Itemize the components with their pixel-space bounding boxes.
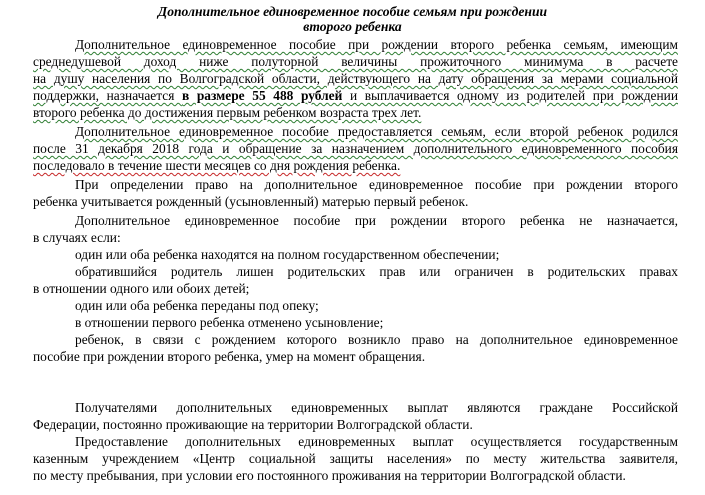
case-item-2-line-2: в отношении одного или обоих детей;	[33, 281, 250, 296]
case-item-4: в отношении первого ребенка отменено усыновление;	[75, 315, 384, 330]
document-title	[0, 4, 705, 34]
title-line-2: второго ребенка	[303, 19, 402, 34]
para2-line-1: Дополнительное единовременное пособие предоставляется семьям, если второй ребенок родился	[75, 124, 678, 139]
para6-line-3: по месту пребывания, при условии его постоянного проживания на территории Волгоградской области.	[33, 468, 626, 483]
para4-line-2: в случаях если:	[33, 230, 121, 245]
para5-line-1: Получателями дополнительных единовременных выплат являются граждане Российской	[75, 400, 678, 415]
para1-line-2: среднедушевой доход ниже полуторной величины прожиточного минимума в расчете	[33, 54, 678, 69]
para1-line-1: Дополнительное единовременное пособие при рождении второго ребенка семьям, имеющим	[75, 37, 678, 52]
para3-line-1: При определении право на дополнительное единовременное пособие при рождении второго	[75, 177, 678, 192]
para3-line-2: ребенка учитывается рожденный (усыновленный) матерью первый ребенок.	[33, 194, 469, 209]
para4-line-1: Дополнительное единовременное пособие при рождении второго ребенка не назначается,	[75, 213, 678, 228]
para1-line-4-end: и выплачивается одному из родителей при рождении	[342, 88, 678, 103]
para6-line-2: казенным учреждением «Центр социальной защиты населения» по месту жительства заявителя,	[33, 451, 678, 466]
para1-line-3: на душу населения по Волгоградской области, действующего на дату обращения за мерами социальной	[33, 71, 678, 86]
benefit-amount: в размере 55 488 рублей	[181, 88, 343, 103]
para1-line-4	[33, 87, 678, 104]
para1-line-4-start: поддержки, назначается	[33, 88, 182, 103]
para2-line-3: последовало в течение шести месяцев со дня рождения ребенка.	[33, 158, 401, 173]
para6-line-1: Предоставление дополнительных единовременных выплат осуществляется государственным	[75, 434, 678, 449]
para2-line-2: после 31 декабря 2018 года и обращение за назначением дополнительного единовременного пособия	[33, 141, 678, 156]
case-item-1: один или оба ребенка находятся на полном государственном обеспечении;	[75, 247, 500, 262]
title-line-1: Дополнительное единовременное пособие семьям при рождении	[157, 4, 548, 19]
case-item-5-line-1: ребенок, в связи с рождением которого возникло право на дополнительное единовременное	[75, 332, 678, 347]
case-item-2-line-1: обратившийся родитель лишен родительских прав или ограничен в родительских правах	[75, 264, 678, 279]
case-item-3: один или оба ребенка переданы под опеку;	[75, 298, 319, 313]
para1-line-5: второго ребенка до достижения первым ребенком возраста трех лет.	[33, 105, 422, 120]
case-item-5-line-2: пособие при рождении второго ребенка, умер на момент обращения.	[33, 349, 426, 364]
para5-line-2: Федерации, постоянно проживающие на территории Волгоградской области.	[33, 417, 473, 432]
